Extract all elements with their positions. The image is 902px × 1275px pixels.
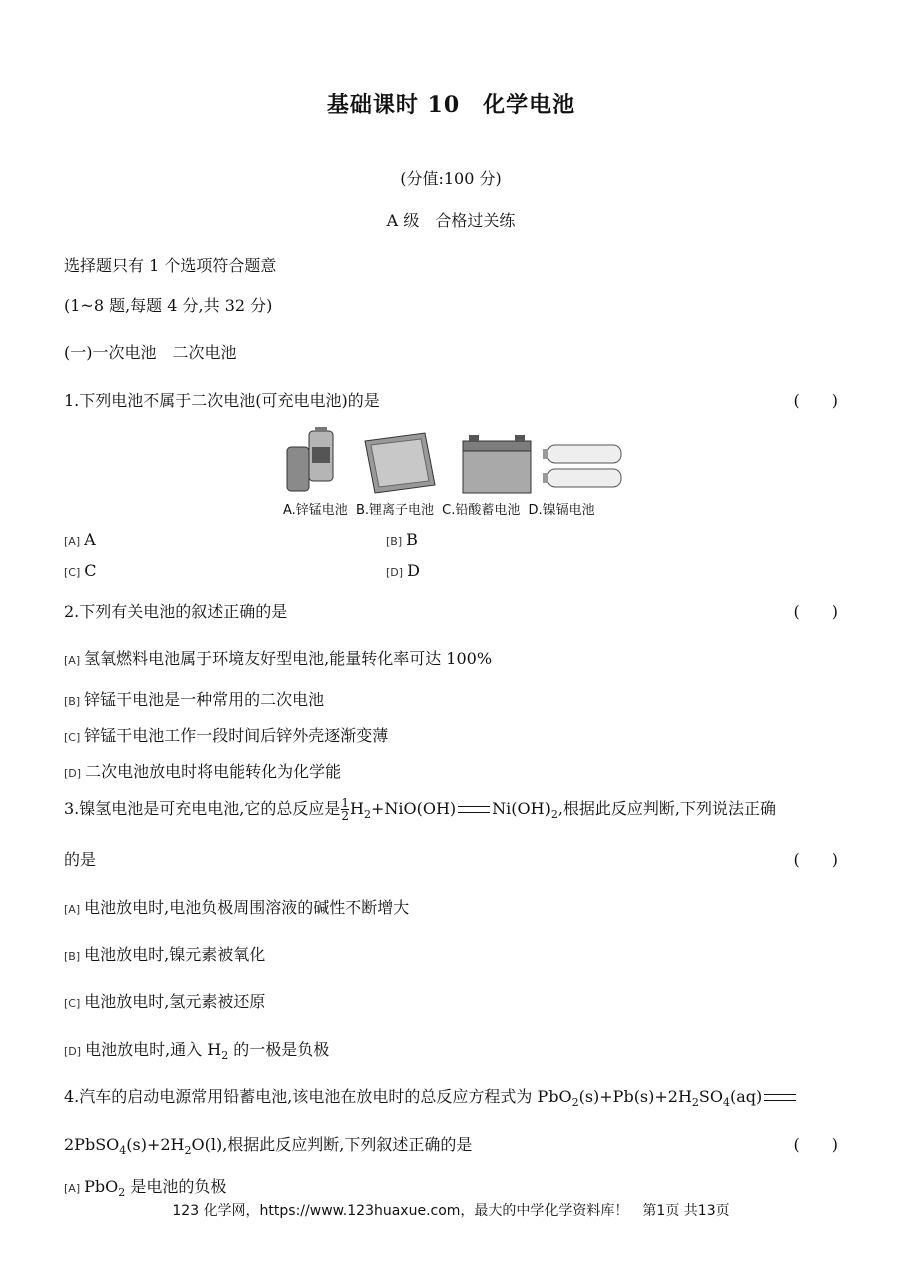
option-tag: [D] xyxy=(64,767,82,780)
zinc-manganese-battery-image xyxy=(287,427,333,491)
option-tag: [B] xyxy=(64,695,81,708)
q3-stem-continued: 的是 xyxy=(64,850,97,869)
lithium-ion-battery-image xyxy=(365,433,435,493)
q2-option-a xyxy=(64,646,492,669)
option-tag: [C] xyxy=(64,566,81,579)
option-text: 电池放电时,氢元素被还原 xyxy=(84,992,266,1011)
caption-a: A.锌锰电池 xyxy=(283,503,348,518)
q4-option-a xyxy=(64,1174,226,1199)
level-heading: A 级 合格过关练 xyxy=(386,211,516,230)
option-tag: [C] xyxy=(64,997,81,1010)
q2-stem: 2.下列有关电池的叙述正确的是 xyxy=(64,602,288,621)
q2-answer-blank: ( ) xyxy=(793,602,838,621)
option-text: 二次电池放电时将电能转化为化学能 xyxy=(85,762,342,781)
caption-c: C.铅酸蓄电池 xyxy=(442,503,521,518)
q3-option-a xyxy=(64,895,409,918)
formula-text: 2PbSO xyxy=(64,1135,120,1154)
formula-text: Ni(OH) xyxy=(492,799,551,818)
option-text: B xyxy=(406,530,418,549)
section-heading: (一)一次电池 二次电池 xyxy=(64,343,237,362)
q4-stem xyxy=(64,1084,798,1109)
page-footer: 123 化学网，https://www.123huaxue.com，最大的中学化学资料库！ 第1页 共13页 xyxy=(172,1203,730,1219)
option-tag: [D] xyxy=(386,566,404,579)
q3-stem-text: 3.镍氢电池是可充电电池,它的总反应是 xyxy=(64,799,341,818)
battery-captions xyxy=(283,499,599,518)
q1-option-a xyxy=(64,530,96,549)
option-tag: [C] xyxy=(64,731,81,744)
nickel-cadmium-battery-image xyxy=(543,445,621,487)
option-text: 氢氧燃料电池属于环境友好型电池,能量转化率可达 100% xyxy=(84,649,493,668)
option-tag: [A] xyxy=(64,535,81,548)
option-text: 的一极是负极 xyxy=(228,1040,330,1059)
instruction: 选择题只有 1 个选项符合题意 xyxy=(64,256,277,275)
formula-subscript: 2 xyxy=(550,808,558,822)
formula-subscript: 2 xyxy=(571,1096,579,1110)
q1-answer-blank: ( ) xyxy=(793,391,838,410)
option-text: 电池放电时,通入 H xyxy=(85,1040,222,1059)
equals-sign-icon xyxy=(458,806,490,813)
q1-option-b xyxy=(386,530,418,549)
fraction-numerator: 1 xyxy=(341,796,349,810)
q4-answer-blank: ( ) xyxy=(793,1135,838,1154)
q3-stem xyxy=(64,796,776,822)
option-tag: [A] xyxy=(64,1182,81,1195)
caption-b: B.锂离子电池 xyxy=(355,503,435,518)
formula-subscript: 4 xyxy=(723,1096,730,1110)
q3-stem-text: ,根据此反应判断,下列说法正确 xyxy=(557,799,777,818)
formula-text: SO xyxy=(698,1087,723,1106)
formula-subscript: 2 xyxy=(221,1049,229,1063)
equals-sign-icon xyxy=(764,1094,796,1101)
q1-stem: 1.下列电池不属于二次电池(可充电电池)的是 xyxy=(64,391,380,410)
q3-answer-blank: ( ) xyxy=(793,850,838,869)
caption-d: D.镍镉电池 xyxy=(528,503,595,518)
q1-option-c xyxy=(64,561,97,580)
option-text: 锌锰干电池是一种常用的二次电池 xyxy=(84,690,325,709)
q3-option-b xyxy=(64,942,265,965)
one-half-fraction xyxy=(341,797,349,822)
q4-stem-text: O(l),根据此反应判断,下列叙述正确的是 xyxy=(191,1135,473,1154)
option-tag: [D] xyxy=(64,1045,82,1058)
formula-text: (aq) xyxy=(730,1087,763,1106)
q2-option-c xyxy=(64,723,388,746)
option-text: A xyxy=(84,530,96,549)
option-tag: [B] xyxy=(64,950,81,963)
option-text: C xyxy=(84,561,97,580)
option-tag: [A] xyxy=(64,903,81,916)
q1-option-d xyxy=(386,561,420,580)
formula-subscript: 2 xyxy=(118,1186,126,1200)
option-text: D xyxy=(407,561,420,580)
option-text: PbO xyxy=(84,1177,119,1196)
question-range: (1~8 题,每题 4 分,共 32 分) xyxy=(64,296,273,315)
option-tag: [B] xyxy=(386,535,403,548)
q3-option-c xyxy=(64,989,265,1012)
formula-text: (s)+2H xyxy=(126,1135,185,1154)
q4-stem-continued xyxy=(64,1132,472,1157)
battery-images xyxy=(285,425,625,497)
formula-subscript: 2 xyxy=(691,1096,699,1110)
fraction-denominator: 2 xyxy=(341,809,349,823)
option-tag: [A] xyxy=(64,654,81,667)
page-title: 基础课时 10 化学电池 xyxy=(326,92,576,118)
option-text: 锌锰干电池工作一段时间后锌外壳逐渐变薄 xyxy=(84,726,389,745)
option-text: 电池放电时,镍元素被氧化 xyxy=(84,945,266,964)
q3-option-d xyxy=(64,1037,329,1062)
option-text: 是电池的负极 xyxy=(125,1177,227,1196)
formula-subscript: 2 xyxy=(184,1144,192,1158)
formula-subscript: 4 xyxy=(119,1144,127,1158)
score-note: (分值:100 分) xyxy=(400,169,502,188)
formula-subscript: 2 xyxy=(363,808,371,822)
option-text: 电池放电时,电池负极周围溶液的碱性不断增大 xyxy=(84,898,410,917)
q2-option-d xyxy=(64,759,341,782)
q4-stem-text: 4.汽车的启动电源常用铅蓄电池,该电池在放电时的总反应方程式为 PbO xyxy=(64,1087,572,1106)
formula-text: H xyxy=(350,799,364,818)
formula-text: (s)+Pb(s)+2H xyxy=(578,1087,692,1106)
lead-acid-battery-image xyxy=(463,435,531,493)
formula-text: +NiO(OH) xyxy=(370,799,457,818)
q2-option-b xyxy=(64,687,324,710)
